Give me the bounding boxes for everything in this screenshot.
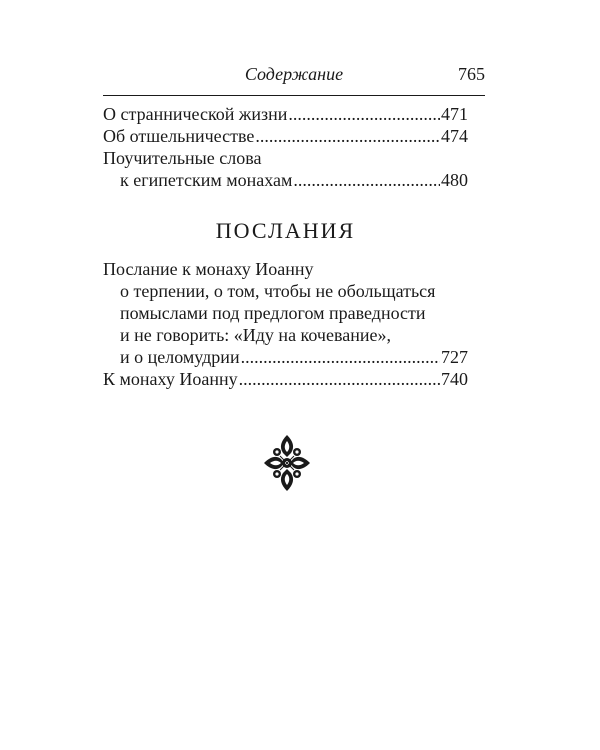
toc-entry-line xyxy=(103,302,468,324)
toc-entry-page: 471 xyxy=(441,104,468,124)
toc-entry xyxy=(103,103,468,125)
toc-entry-title-cont: и не говорить: «Иду на кочевание», xyxy=(120,325,391,345)
toc-entry-title: О страннической жизни xyxy=(103,104,288,124)
toc-entry-title: Поучительные слова xyxy=(103,148,262,168)
section-heading: ПОСЛАНИЯ xyxy=(215,218,356,243)
toc-entry-line xyxy=(103,324,468,346)
toc-entry-page: 740 xyxy=(441,369,468,389)
cross-ornament-icon xyxy=(262,433,312,493)
dot-leader xyxy=(255,125,440,147)
toc-entry-title-cont: к египетским монахам xyxy=(120,170,293,190)
toc-entry-title: К монаху Иоанну xyxy=(103,369,238,389)
page-number: 765 xyxy=(458,64,485,84)
running-header xyxy=(103,64,485,88)
dot-leader xyxy=(293,169,440,191)
toc-entry xyxy=(103,346,468,368)
toc-entry-title-cont: помыслами под предлогом праведности xyxy=(120,303,426,323)
dot-leader xyxy=(288,103,440,125)
toc-entry-line xyxy=(103,280,468,302)
toc-entry xyxy=(103,169,468,191)
running-title: Содержание xyxy=(244,64,344,84)
toc-entry-line xyxy=(103,147,468,169)
toc-list xyxy=(103,258,468,390)
toc-entry-title: Послание к монаху Иоанну xyxy=(103,259,314,279)
dot-leader xyxy=(241,346,440,368)
toc-entry xyxy=(103,125,468,147)
toc-entry-page: 474 xyxy=(441,126,468,146)
toc-entry xyxy=(103,368,468,390)
toc-entry-page: 727 xyxy=(441,347,468,367)
toc-list xyxy=(103,103,468,191)
toc-entry-title: Об отшельничестве xyxy=(103,126,255,146)
dot-leader xyxy=(239,368,440,390)
header-rule xyxy=(103,95,485,96)
toc-entry-line xyxy=(103,258,468,280)
toc-entry-page: 480 xyxy=(441,170,468,190)
toc-entry-title-cont: и о целомудрии xyxy=(120,347,240,367)
toc-entry-title-cont: о терпении, о том, чтобы не обольщаться xyxy=(120,281,436,301)
